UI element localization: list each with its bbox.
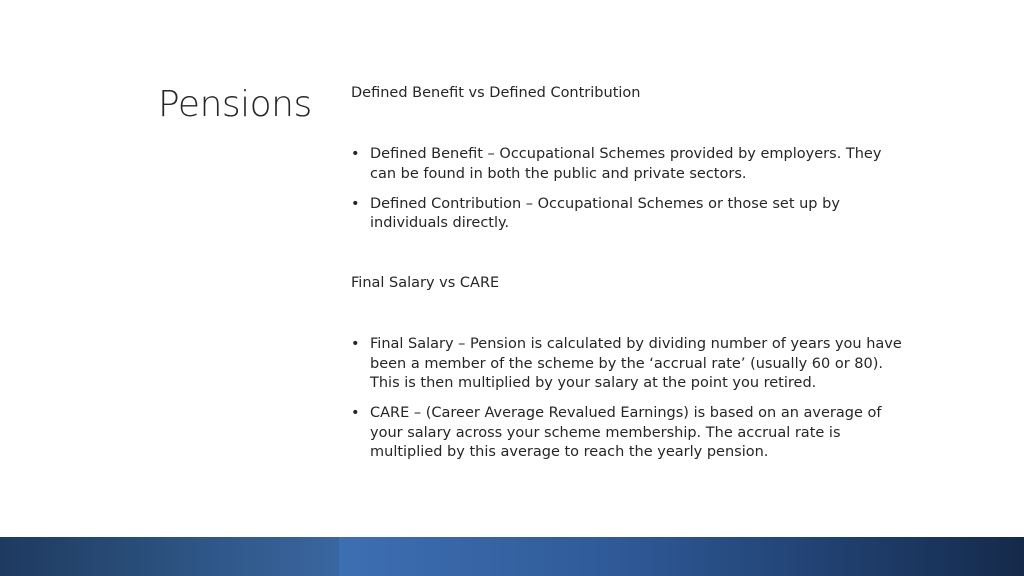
list-item — [351, 335, 911, 394]
bullet-text: Defined Benefit – Occupational Schemes provided by employers. They can be found in both the public and private sectors. — [370, 146, 882, 182]
bullet-icon: • — [351, 195, 360, 212]
bullet-list-defined — [351, 145, 911, 244]
bullet-text: CARE – (Career Average Revalued Earnings) is based on an average of your salary across your scheme membership. The accrual rate is multiplied by this average to reach the yearly pension. — [370, 405, 882, 460]
footer-bar-left — [0, 537, 339, 576]
bullet-icon: • — [351, 405, 360, 421]
section-heading-defined: Defined Benefit vs Defined Contribution — [351, 85, 641, 101]
bullet-text: Defined Contribution – Occupational Schemes or those set up by individuals directly. — [370, 195, 840, 231]
bullet-icon: • — [351, 146, 360, 162]
slide-title: Pensions — [158, 84, 312, 125]
list-item — [351, 195, 911, 234]
footer-bar — [0, 537, 1024, 576]
list-item — [351, 404, 911, 463]
bullet-icon: • — [351, 336, 360, 352]
footer-bar-right — [339, 537, 1024, 576]
section-heading-final-salary: Final Salary vs CARE — [351, 275, 500, 291]
bullet-list-final-salary — [351, 335, 911, 473]
list-item — [351, 145, 911, 184]
bullet-text: Final Salary – Pension is calculated by dividing number of years you have been a member of the scheme by the ‘accrual rate’ (usually 60 or 80). This is then multiplied by your salary at the point you retired. — [370, 336, 902, 391]
